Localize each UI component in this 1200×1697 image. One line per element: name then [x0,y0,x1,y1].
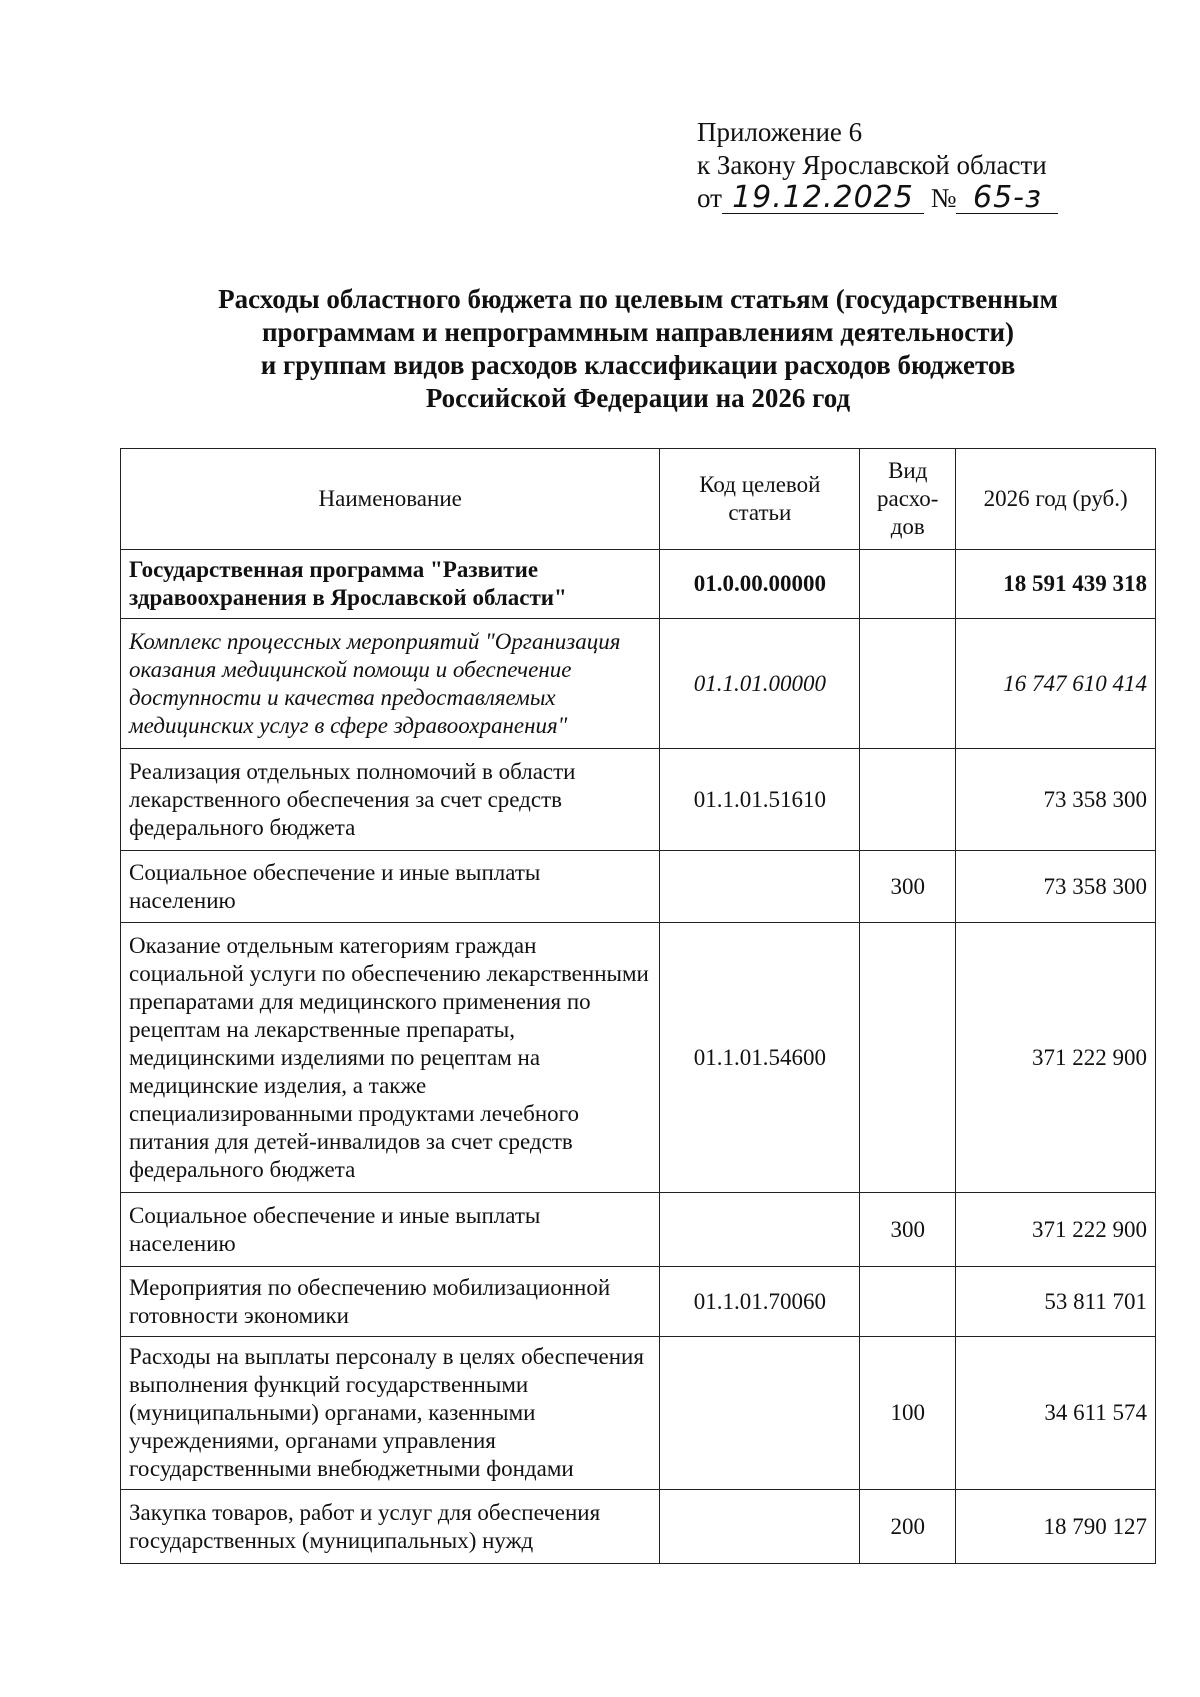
row-name: Государственная программа "Развитие здравоохранения в Ярославской области" [121,550,660,619]
row-amount: 73 358 300 [956,749,1156,851]
row-type: 300 [860,851,956,923]
table-row [121,1267,1156,1337]
row-name: Расходы на выплаты персоналу в целях обеспечения выполнения функций государственными (муниципальными) органами, казенными учреждениями, органами управления государственными внебюджетными фондами [121,1337,660,1490]
row-code: 01.1.01.54600 [660,923,860,1193]
handwritten-date: 19.12.2025 [722,183,924,214]
header-type: Вид расхо-дов [860,449,956,550]
document-title [120,283,1156,415]
row-name: Реализация отдельных полномочий в области лекарственного обеспечения за счет средств федерального бюджета [121,749,660,851]
table-row [121,749,1156,851]
header-name: Наименование [121,449,660,550]
row-type [860,1267,956,1337]
row-name: Социальное обеспечение и иные выплаты населению [121,1193,660,1267]
title-line-3: и группам видов расходов классификации расходов бюджетов [260,350,1016,380]
row-code [660,1490,860,1564]
appendix-title: Приложение 6 [697,117,863,147]
table-row [121,1490,1156,1564]
row-name: Комплекс процессных мероприятий "Организация оказания медицинской помощи и обеспечение доступности и качества предоставляемых медицинских услуг в сфере здравоохранения" [121,619,660,749]
date-prefix: от [697,183,722,213]
table-row [121,1337,1156,1490]
number-sign: № [930,183,957,213]
row-name: Оказание отдельным категориям граждан социальной услуги по обеспечению лекарственными препаратами для медицинского применения по рецептам на лекарственные препараты, медицинскими изделиями по рецептам на медицинские изделия, а также специализированными продуктами лечебного питания для детей-инвалидов за счет средств федерального бюджета [121,923,660,1193]
row-amount: 18 790 127 [956,1490,1156,1564]
row-type [860,550,956,619]
appendix-law-reference: к Закону Ярославской области [697,150,1047,180]
table-row [121,851,1156,923]
row-type [860,749,956,851]
row-amount: 371 222 900 [956,923,1156,1193]
row-code: 01.1.01.51610 [660,749,860,851]
row-name: Мероприятия по обеспечению мобилизационной готовности экономики [121,1267,660,1337]
row-amount: 53 811 701 [956,1267,1156,1337]
row-type [860,923,956,1193]
table-row [121,923,1156,1193]
table-row [121,1193,1156,1267]
row-amount: 371 222 900 [956,1193,1156,1267]
row-type: 300 [860,1193,956,1267]
header-code: Код целевой статьи [660,449,860,550]
row-code [660,1193,860,1267]
appendix-date-line [697,182,1058,215]
row-amount: 34 611 574 [956,1337,1156,1490]
row-name: Социальное обеспечение и иные выплаты населению [121,851,660,923]
appendix-block [697,116,1058,215]
row-code: 01.0.00.00000 [660,550,860,619]
row-type: 100 [860,1337,956,1490]
budget-table [120,448,1156,1564]
table-row [121,550,1156,619]
table-header-row [121,449,1156,550]
row-code: 01.1.01.00000 [660,619,860,749]
row-amount: 73 358 300 [956,851,1156,923]
title-line-1: Расходы областного бюджета по целевым статьям (государственным [218,284,1058,314]
row-amount: 18 591 439 318 [956,550,1156,619]
table-row [121,619,1156,749]
row-code [660,1337,860,1490]
row-code: 01.1.01.70060 [660,1267,860,1337]
header-amount: 2026 год (руб.) [956,449,1156,550]
row-type: 200 [860,1490,956,1564]
title-line-4: Российской Федерации на 2026 год [425,383,851,413]
row-code [660,851,860,923]
row-amount: 16 747 610 414 [956,619,1156,749]
title-line-2: программам и непрограммным направлениям деятельности) [261,317,1015,347]
row-name: Закупка товаров, работ и услуг для обеспечения государственных (муниципальных) нужд [121,1490,660,1564]
handwritten-number: 65-з [956,183,1058,214]
row-type [860,619,956,749]
